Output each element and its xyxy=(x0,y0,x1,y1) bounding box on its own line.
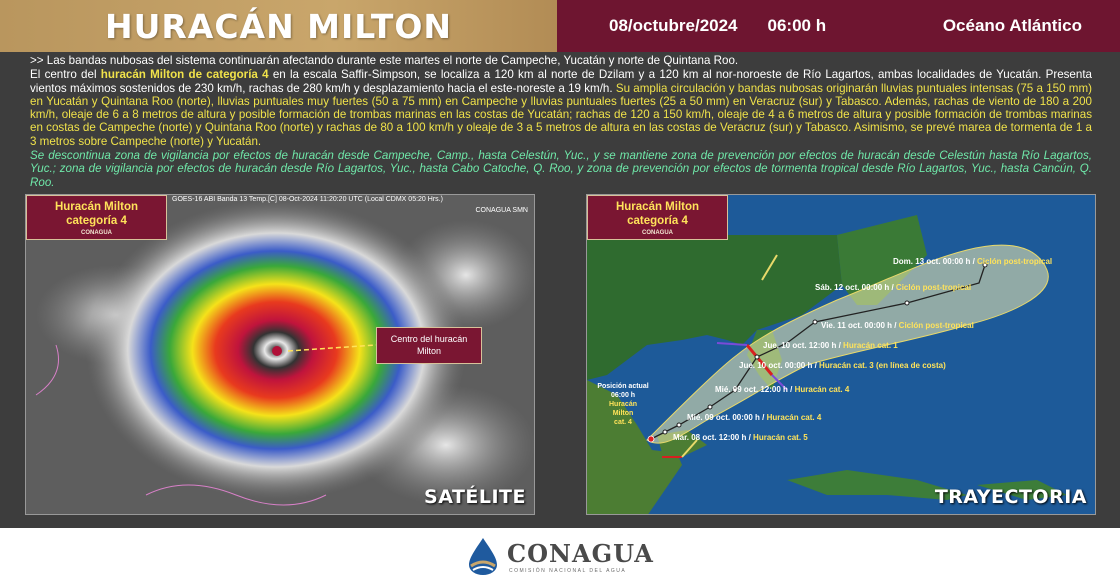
forecast-point-3 xyxy=(715,385,849,394)
water-drop-icon xyxy=(463,536,501,576)
header xyxy=(0,0,1120,52)
forecast-category: Huracán cat. 4 xyxy=(794,385,850,394)
forecast-category: Ciclón post-tropical xyxy=(898,321,974,330)
forecast-point-4 xyxy=(739,361,946,370)
forecast-point-2 xyxy=(687,413,821,422)
current-position-type: Huracán xyxy=(608,401,637,408)
logo-name: CONAGUA xyxy=(507,538,654,568)
satellite-label: SATÉLITE xyxy=(424,486,526,508)
bulletin-paragraph-2 xyxy=(30,68,1092,148)
forecast-point-5 xyxy=(763,341,898,350)
forecast-date: Sáb. 12 oct. 00:00 h / xyxy=(815,283,896,292)
trajectory-label: TRAYECTORIA xyxy=(934,486,1087,508)
conagua-logo xyxy=(463,536,654,576)
hurricane-center-callout xyxy=(376,327,482,364)
current-position-label xyxy=(593,382,653,427)
current-position-category: cat. 4 xyxy=(614,419,632,426)
trajectory-map xyxy=(586,194,1096,515)
content-panel xyxy=(0,52,1120,528)
forecast-point-8 xyxy=(893,257,1052,266)
forecast-category: Ciclón post-tropical xyxy=(895,283,972,292)
forecast-category: Huracán cat. 4 xyxy=(766,413,822,422)
p2-body: en la escala Saffir-Simpson, se localiza a 120 km al norte de Dzilam y a 120 km al nor-noroeste de Río Lagartos, ambas localidades de Yucatán. Presenta vientos máximos sostenidos de 230 km/h, rachas de 280 km/h y desplazamiento hacia el este-noreste a 19 km/h. xyxy=(30,68,1092,95)
satellite-badge xyxy=(26,195,167,240)
page-title: HURACÁN MILTON xyxy=(104,6,453,46)
forecast-category: Huracán cat. 1 xyxy=(843,341,898,350)
forecast-date: Dom. 13 oct. 00:00 h / xyxy=(893,257,978,266)
forecast-point-7 xyxy=(815,283,971,292)
badge-logo-text: CONAGUA xyxy=(642,230,673,236)
badge-category: categoría 4 xyxy=(627,215,688,227)
ocean-name: Océano Atlántico xyxy=(942,16,1082,35)
forecast-category: Huracán cat. 5 xyxy=(753,433,808,442)
bulletin-line-1: >> Las bandas nubosas del sistema continuarán afectando durante este martes el norte de Campeche, Yucatán y norte de Quintana Roo. xyxy=(30,54,739,67)
logo-subtitle: COMISIÓN NACIONAL DEL AGUA xyxy=(509,567,627,574)
forecast-point-1 xyxy=(673,433,808,442)
forecast-date: Jue. 10 oct. 12:00 h / xyxy=(763,341,844,350)
forecast-point-6 xyxy=(821,321,974,330)
forecast-date: Mié. 09 oct. 12:00 h / xyxy=(715,385,795,394)
satellite-map xyxy=(25,194,535,515)
trajectory-badge xyxy=(587,195,728,240)
forecast-date: Mar. 08 oct. 12:00 h / xyxy=(673,433,754,442)
callout-line-2: Milton xyxy=(416,346,441,356)
forecast-date: Mié. 09 oct. 00:00 h / xyxy=(687,413,767,422)
p2-highlight: huracán Milton de categoría 4 xyxy=(100,68,269,82)
forecast-date: Vie. 11 oct. 00:00 h / xyxy=(821,321,899,330)
current-position-name: Milton xyxy=(612,410,634,417)
footer xyxy=(0,528,1120,581)
p2-warnings: Su amplia circulación y bandas nubosas originarán lluvias puntuales intensas (75 a 150 mm) en Yucatán y Quintana Roo (norte), lluvias puntuales muy fuertes (50 a 75 mm) en Campeche y lluvias puntuales fuertes (25 a 50 mm) en Veracruz (sur) y Tabasco. Además, rachas de viento de 180 a 200 km/h, oleaje de 6 a 8 metros de altura y posible formación de trombas marinas en las costas de Yucatán; rachas de 120 a 150 km/h, oleaje de 4 a 6 metros de altura y posible formación de trombas marinas en costas de Campeche (norte) y Quintana Roo (norte) y rachas de 80 a 100 km/h y oleaje de 3 a 5 metros de altura en las costas de Veracruz (sur) y Tabasco. Asimismo, se prevé marea de tormenta de 1 a 3 metros sobre Campeche (norte) y Yucatán. xyxy=(30,81,1092,148)
title-banner xyxy=(0,0,557,52)
forecast-category: Ciclón post-tropical xyxy=(977,257,1053,266)
callout-line-1: Centro del huracán xyxy=(390,334,468,344)
p2-intro: El centro del xyxy=(30,68,101,82)
bulletin-date: 08/octubre/2024 xyxy=(609,16,738,35)
badge-title: Huracán Milton xyxy=(54,201,139,213)
current-position-title: Posición actual xyxy=(597,383,649,390)
badge-title: Huracán Milton xyxy=(615,201,700,213)
bulletin-paragraph-3: Se descontinua zona de vigilancia por efectos de huracán desde Campeche, Camp., hasta Celestún, Yuc., y se mantiene zona de prevención por efectos de huracán desde Celestún hasta Río Lagartos, Yuc.; zona de vigilancia por efectos de huracán desde Río Lagartos, Yuc., hasta Cabo Catoche, Q. Roo, y zona de prevención por efectos de tormenta tropical desde Río Lagartos, Yuc., hasta Cancún, Q. Roo. xyxy=(30,149,1092,189)
badge-logo-text: CONAGUA xyxy=(81,230,112,236)
bulletin-text xyxy=(30,54,1092,190)
badge-category: categoría 4 xyxy=(66,215,127,227)
info-banner xyxy=(557,0,1120,52)
current-position-time: 06:00 h xyxy=(610,392,636,399)
forecast-category: Huracán cat. 3 (en línea de costa) xyxy=(819,361,946,370)
bulletin-time: 06:00 h xyxy=(767,16,827,35)
satellite-logos: CONAGUA SMN xyxy=(475,207,528,214)
forecast-date: Jue. 10 oct. 00:00 h / xyxy=(739,361,820,370)
trajectory-image xyxy=(587,195,1096,515)
satellite-caption: GOES-16 ABI Banda 13 Temp.[C] 08-Oct-2024 11:20:20 UTC (Local CDMX 05:20 Hrs.) xyxy=(172,196,443,203)
